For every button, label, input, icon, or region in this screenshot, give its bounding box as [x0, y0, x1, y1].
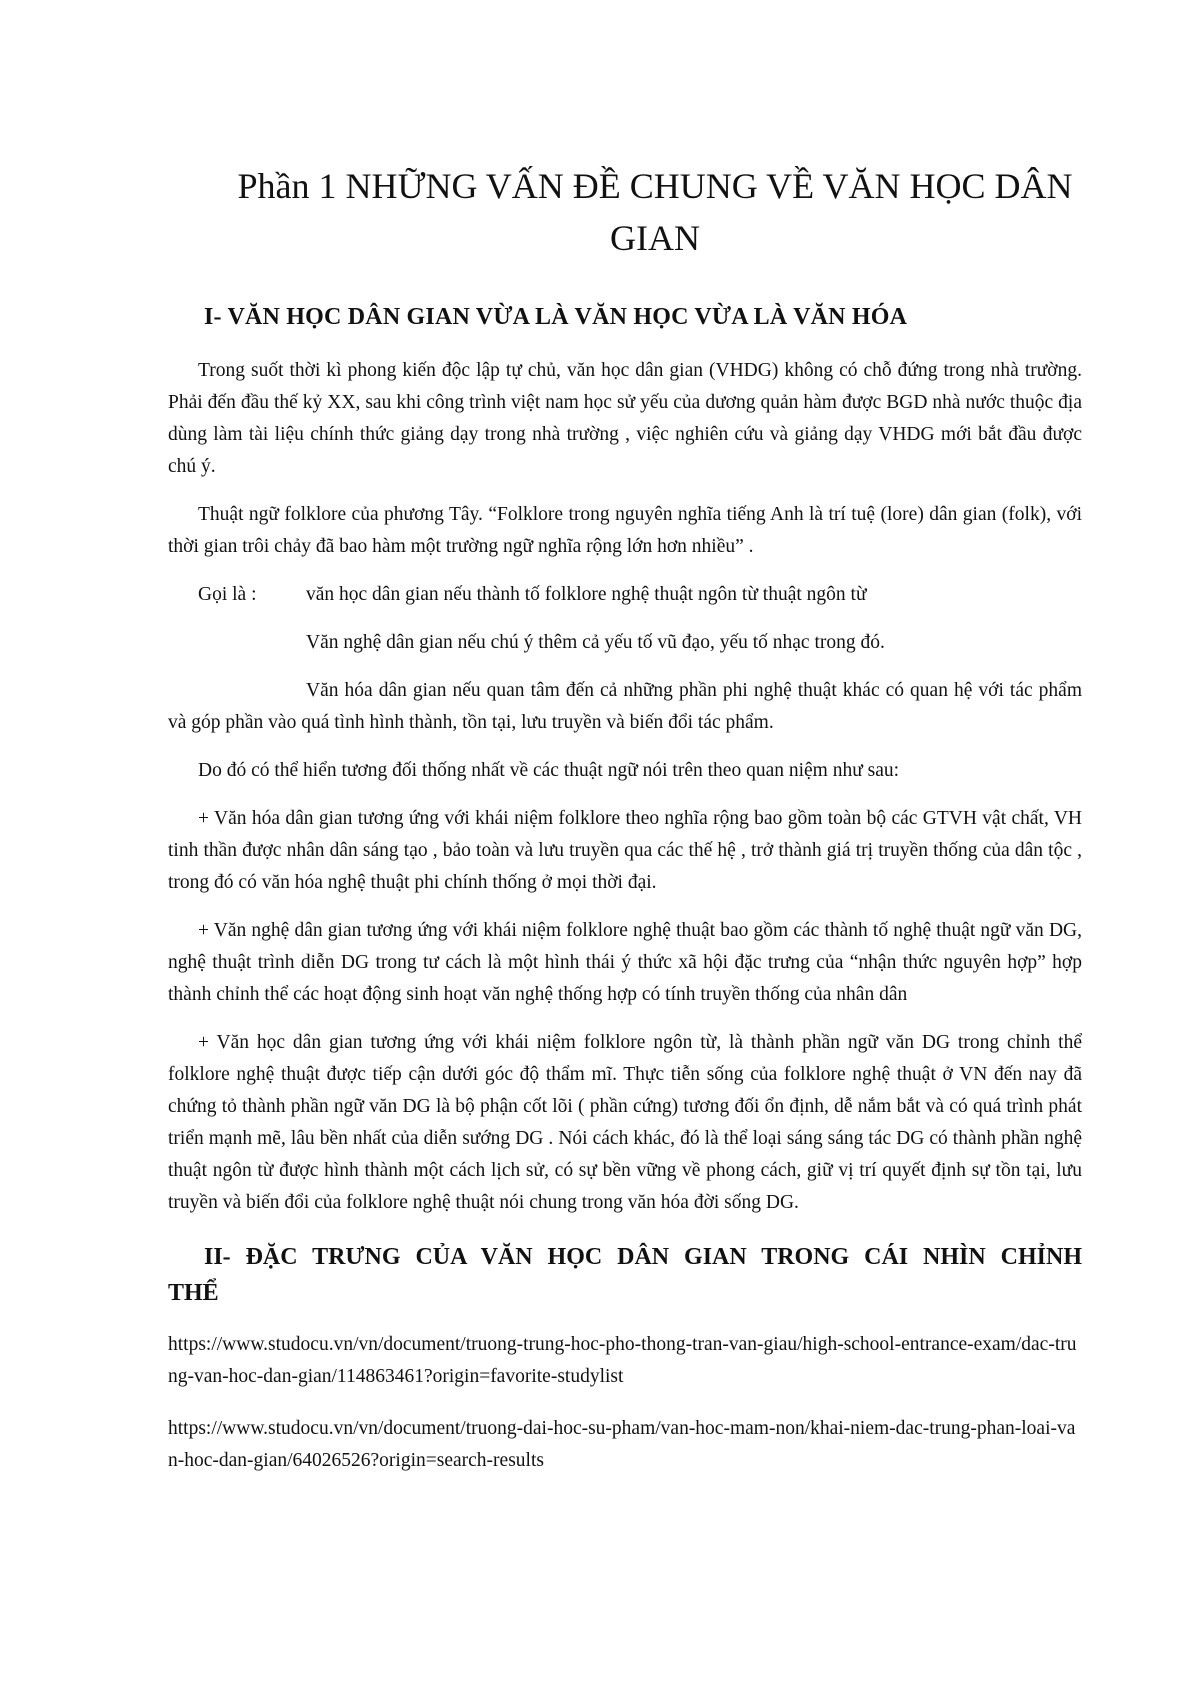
section1-heading: I- VĂN HỌC DÂN GIAN VỪA LÀ VĂN HỌC VỪA LÀ VĂN HÓA — [204, 304, 908, 330]
reference-link-2[interactable]: https://www.studocu.vn/vn/document/truong-dai-hoc-su-pham/van-hoc-mam-non/khai-niem-dac-trung-phan-loai-van-hoc-dan-gian/64026526?origin=search-results — [168, 1418, 1076, 1471]
naming-item-arts: Văn nghệ dân gian nếu chú ý thêm cả yếu tố vũ đạo, yếu tố nhạc trong đó. — [306, 632, 885, 653]
naming-item-culture: Văn hóa dân gian nếu quan tâm đến cả những phần phi nghệ thuật khác có quan hệ với tác phẩm và góp phần vào quá tình hình thành, tồn tại, lưu truyền và biến đổi tác phẩm. — [168, 680, 1082, 733]
page-title — [228, 160, 1082, 264]
section2-heading: II- ĐẶC TRƯNG CỦA VĂN HỌC DÂN GIAN TRONG CÁI NHÌN CHỈNH THỂ — [168, 1244, 1082, 1306]
paragraph-intro: Trong suốt thời kì phong kiến độc lập tự chủ, văn học dân gian (VHDG) không có chỗ đứng trong nhà trường. Phải đến đầu thế kỷ XX, sau khi công trình việt nam học sử yếu của dương quản hàm được BGD nhà nước thuộc địa dùng làm tài liệu chính thức giảng dạy trong nhà trường , việc nghiên cứu và giảng dạy VHDG mới bắt đầu được chú ý. — [168, 360, 1082, 477]
naming-label: Gọi là : — [198, 584, 257, 605]
reference-link-1[interactable]: https://www.studocu.vn/vn/document/truong-trung-hoc-pho-thong-tran-van-giau/high-school-entrance-exam/dac-trung-van-hoc-dan-gian/114863461?origin=favorite-studylist — [168, 1334, 1077, 1387]
bullet-folk-literature: + Văn học dân gian tương ứng với khái niệm folklore ngôn từ, là thành phần ngữ văn DG trong chỉnh thể folklore nghệ thuật được tiếp cận dưới góc độ thẩm mĩ. Thực tiễn sống của folklore nghệ thuật ở VN đến nay đã chứng tỏ thành phần ngữ văn DG là bộ phận cốt lõi ( phần cứng) tương đối ổn định, dễ nắm bắt và có quá trình phát triển mạnh mẽ, lâu bền nhất của diễn sướng DG . Nói cách khác, đó là thể loại sáng sáng tác DG có thành phần nghệ thuật ngôn từ được hình thành một cách lịch sử, có sự bền vững về phong cách, giữ vị trí quyết định sự tồn tại, lưu truyền và biến đổi của folklore nghệ thuật nói chung trong văn hóa đời sống DG. — [168, 1032, 1082, 1213]
paragraph-folklore-term: Thuật ngữ folklore của phương Tây. “Folklore trong nguyên nghĩa tiếng Anh là trí tuệ (lore) dân gian (folk), với thời gian trôi chảy đã bao hàm một trường ngữ nghĩa rộng lớn hơn nhiều” . — [168, 504, 1082, 557]
bullet-folk-culture: + Văn hóa dân gian tương ứng với khái niệm folklore theo nghĩa rộng bao gồm toàn bộ các GTVH vật chất, VH tinh thần được nhân dân sáng tạo , bảo toàn và lưu truyền qua các thế hệ , trở thành giá trị truyền thống của dân tộc , trong đó có văn hóa nghệ thuật phi chính thống ở mọi thời đại. — [168, 808, 1082, 893]
page-title-line2: GIAN — [610, 218, 700, 258]
document-page — [168, 160, 1082, 1497]
naming-item-literature: văn học dân gian nếu thành tố folklore nghệ thuật ngôn từ thuật ngôn từ — [306, 584, 867, 605]
naming-list — [168, 579, 1082, 611]
bullet-folk-arts: + Văn nghệ dân gian tương ứng với khái niệm folklore nghệ thuật bao gồm các thành tố nghệ thuật ngữ văn DG, nghệ thuật trình diễn DG trong tư cách là một hình thái ý thức xã hội đặc trưng của “nhận thức nguyên hợp” hợp thành chỉnh thể các hoạt động sinh hoạt văn nghệ thống hợp có tính truyền thống của nhân dân — [168, 920, 1082, 1005]
paragraph-consensus: Do đó có thể hiển tương đối thống nhất về các thuật ngữ nói trên theo quan niệm như sau: — [198, 760, 900, 781]
page-title-line1: Phần 1 NHỮNG VẤN ĐỀ CHUNG VỀ VĂN HỌC DÂN — [237, 166, 1073, 206]
